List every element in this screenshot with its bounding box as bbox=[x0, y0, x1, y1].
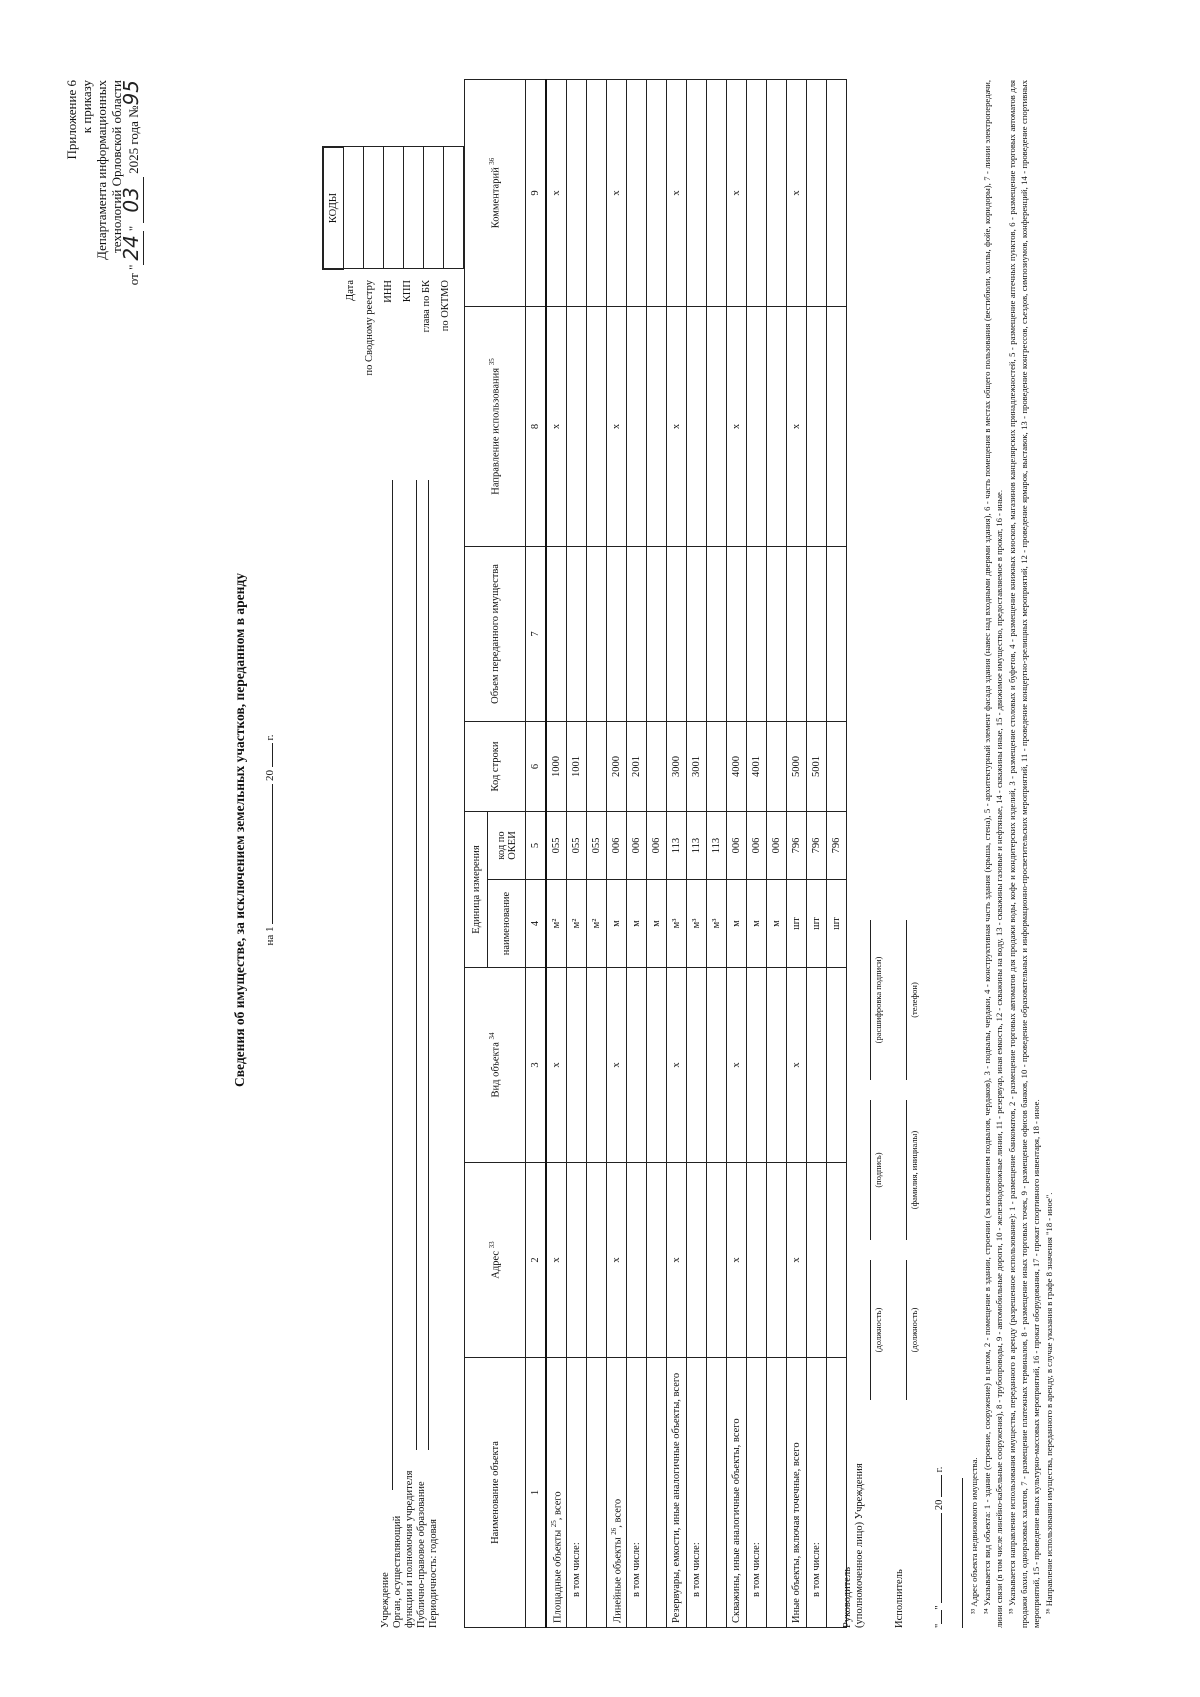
order-number-handwritten: 95 bbox=[119, 80, 143, 106]
address-cell[interactable]: x bbox=[727, 1163, 747, 1358]
header-address: Адрес $^{33}$ bbox=[465, 1163, 526, 1358]
codes-table bbox=[322, 146, 464, 270]
kind-cell[interactable] bbox=[807, 968, 827, 1163]
address-cell[interactable] bbox=[807, 1163, 827, 1358]
kind-cell[interactable] bbox=[627, 968, 647, 1163]
okei-code-cell: 006 bbox=[607, 811, 627, 879]
volume-cell[interactable] bbox=[727, 546, 747, 721]
okei-code-cell: 006 bbox=[627, 811, 647, 879]
row-code-cell: 5001 bbox=[807, 721, 827, 811]
direction-cell[interactable] bbox=[827, 306, 847, 546]
table-row bbox=[607, 79, 627, 1627]
okei-code-cell: 796 bbox=[807, 811, 827, 879]
code-cell-kpp[interactable] bbox=[404, 147, 424, 269]
document-title: Сведения об имуществе, за исключением земельных участков, переданном в аренду bbox=[232, 572, 247, 1088]
unit-name-cell: м² bbox=[587, 880, 607, 968]
okei-code-cell: 055 bbox=[587, 811, 607, 879]
comment-cell[interactable]: x bbox=[546, 79, 567, 306]
object-name: в том числе: bbox=[631, 1542, 642, 1597]
volume-cell[interactable] bbox=[667, 546, 687, 721]
okei-code-cell: 006 bbox=[767, 811, 787, 879]
address-cell[interactable] bbox=[567, 1163, 587, 1358]
address-cell[interactable] bbox=[827, 1163, 847, 1358]
row-code-cell: 2001 bbox=[627, 721, 647, 811]
object-name: Линейные объекты bbox=[612, 1537, 624, 1623]
header-unit-name: наименование bbox=[488, 880, 526, 968]
row-code-cell: 1001 bbox=[567, 721, 587, 811]
date-year: 2025 года bbox=[126, 121, 141, 174]
object-name: в том числе: bbox=[691, 1542, 702, 1597]
table-row bbox=[807, 79, 827, 1627]
address-cell[interactable] bbox=[647, 1163, 667, 1358]
row-code-cell bbox=[647, 721, 667, 811]
appendix-line-2: к приказу bbox=[79, 80, 94, 134]
appendix-line-4: технологий Орловской области bbox=[109, 80, 124, 253]
okei-code-cell: 055 bbox=[546, 811, 567, 879]
volume-cell[interactable] bbox=[607, 546, 627, 721]
executor-phone-line[interactable] bbox=[906, 920, 907, 1080]
unit-name-cell: м bbox=[627, 880, 647, 968]
head-decode-caption: (расшифровка подписи) bbox=[873, 956, 883, 1044]
object-name-cell[interactable] bbox=[546, 1358, 567, 1628]
head-position-caption: (должность) bbox=[873, 1307, 883, 1353]
head-label bbox=[842, 1408, 866, 1628]
volume-cell[interactable] bbox=[567, 546, 587, 721]
period-line bbox=[264, 590, 276, 1090]
code-cell-date[interactable] bbox=[344, 147, 364, 269]
kind-cell[interactable] bbox=[747, 968, 767, 1163]
direction-cell[interactable]: x bbox=[546, 306, 567, 546]
volume-cell[interactable] bbox=[627, 546, 647, 721]
object-name-cell[interactable] bbox=[727, 1358, 747, 1628]
column-number-3: 3 bbox=[526, 968, 547, 1163]
row-code-cell bbox=[707, 721, 727, 811]
address-cell[interactable] bbox=[587, 1163, 607, 1358]
direction-cell[interactable] bbox=[767, 306, 787, 546]
code-cell-oktmo[interactable] bbox=[444, 147, 464, 269]
period-year-prefix: 20 bbox=[264, 770, 276, 781]
direction-cell[interactable]: x bbox=[787, 306, 807, 546]
kind-cell[interactable]: x bbox=[546, 968, 567, 1163]
footnote-ref: 26 bbox=[609, 1527, 618, 1535]
kind-cell[interactable] bbox=[647, 968, 667, 1163]
row-code-cell: 5000 bbox=[787, 721, 807, 811]
header-kind: Вид объекта $^{34}$ bbox=[465, 968, 526, 1163]
row-code-cell: 4001 bbox=[747, 721, 767, 811]
object-name-cell[interactable] bbox=[667, 1358, 687, 1628]
appendix-line-1: Приложение 6 bbox=[64, 80, 79, 160]
object-name-cell[interactable] bbox=[607, 1358, 627, 1628]
unit-name-cell: м bbox=[747, 880, 767, 968]
direction-cell[interactable]: x bbox=[727, 306, 747, 546]
footnotes bbox=[968, 80, 1056, 1628]
unit-name-cell: м³ bbox=[687, 880, 707, 968]
unit-name-cell: м² bbox=[546, 880, 567, 968]
column-number-6: 6 bbox=[526, 721, 547, 811]
column-numbers-row bbox=[526, 79, 547, 1627]
code-label-kpp: КПП bbox=[402, 280, 413, 303]
table-row bbox=[747, 79, 767, 1627]
object-name: Резервуары, емкости, иные аналогичные объекты, всего bbox=[671, 1372, 682, 1623]
footnote-35: ³⁵ Указывается направление использования имущества, переданного в аренду (разрешенное использование): 1 - размещение банкоматов, 2 - размещение торговых автоматов для продажи воды, кофе и кондитерских изделий, 3 - размещение столовых и буфетов, 4 - размещение книжных киосков, магазинов канцелярских принадлежностей, 5 - размещение аптечных пунктов, 6 - размещение торговых автоматов для продажи бахил, одноразовых халатов, 7 - размещение платежных терминалов, 8 - размещение иных торговых точек, 9 - размещение офисов банков, 10 - проведение образовательных и информационно-просветительских мероприятий, 11 - проведение концертно-зрелищных мероприятий, 12 - проведение ярмарок, выставок, 13 - проведение конгрессов, съездов, симпозиумов, конференций, 14 - проведение спортивных мероприятий, 15 - проведение иных культурно-массовых мероприятий, 16 - прокат оборудования, 17 - прокат спортивного инвентаря, 18 - иное. bbox=[1007, 80, 1041, 1628]
code-label-bk: глава по БК bbox=[421, 280, 432, 333]
date-prefix: от " bbox=[126, 264, 141, 286]
footnote-33: ³³ Адрес объекта недвижимого имущества. bbox=[969, 1457, 979, 1614]
number-sign: № bbox=[126, 105, 141, 118]
code-cell-registry[interactable] bbox=[364, 147, 384, 269]
volume-cell[interactable] bbox=[807, 546, 827, 721]
period-suffix: г. bbox=[264, 734, 276, 741]
direction-cell[interactable] bbox=[627, 306, 647, 546]
okei-code-cell: 796 bbox=[827, 811, 847, 879]
row-code-cell bbox=[827, 721, 847, 811]
object-name-cell[interactable] bbox=[747, 1358, 767, 1628]
object-name-cell[interactable] bbox=[787, 1358, 807, 1628]
object-name-cell[interactable] bbox=[587, 1358, 607, 1628]
period-prefix: на 1 bbox=[264, 926, 276, 946]
unit-name-cell: шт bbox=[807, 880, 827, 968]
direction-cell[interactable] bbox=[747, 306, 767, 546]
footnote-ref: 25 bbox=[549, 1520, 558, 1528]
address-cell[interactable] bbox=[627, 1163, 647, 1358]
volume-cell[interactable] bbox=[827, 546, 847, 721]
head-signature-caption: (подпись) bbox=[873, 1152, 883, 1188]
address-cell[interactable]: x bbox=[607, 1163, 627, 1358]
comment-cell[interactable] bbox=[827, 79, 847, 306]
object-name-cell[interactable] bbox=[567, 1358, 587, 1628]
address-cell[interactable] bbox=[747, 1163, 767, 1358]
object-name-cell[interactable] bbox=[807, 1358, 827, 1628]
object-name: в том числе: bbox=[571, 1542, 582, 1597]
head-label-line-2: (уполномоченное лицо) Учреждения bbox=[854, 1463, 865, 1628]
org-labels bbox=[380, 1438, 440, 1628]
direction-cell[interactable] bbox=[647, 306, 667, 546]
comment-cell[interactable] bbox=[587, 79, 607, 306]
volume-cell[interactable] bbox=[647, 546, 667, 721]
address-cell[interactable] bbox=[707, 1163, 727, 1358]
address-cell[interactable]: x bbox=[787, 1163, 807, 1358]
executor-label: Исполнитель bbox=[894, 1569, 905, 1628]
comment-cell[interactable] bbox=[767, 79, 787, 306]
comment-cell[interactable] bbox=[647, 79, 667, 306]
row-code-cell: 3001 bbox=[687, 721, 707, 811]
footnote-34: ³⁴ Указывается вид объекта: 1 - здание (строение, сооружение) в целом, 2 - помещение в здании, строении (за исключением подвалов, чердаков), 3 - подвалы, чердаки, 4 - конструктивная часть здания (крыша, стена), 5 - архитектурный элемент фасада здания (навес над входными дверями здания), 6 - часть помещения в местах общего пользования (вестибюли, холлы, фойе, коридоры), 7 - линии электропередачи, линии связи (в том числе линейно-кабельные сооружения), 8 - трубопроводы, 9 - автомобильные дороги, 10 - железнодорожные линии, 11 - резервуар, иная емкость, 12 - скважины на воду, 13 - скважины газовые и нефтяные, 14 - скважины иные, 15 - движимое имущество, предоставляемое в прокат, 16 - иные. bbox=[982, 80, 1004, 1628]
table-row bbox=[546, 79, 567, 1627]
object-name: Иные объекты, включая точечные, всего bbox=[791, 1442, 802, 1623]
unit-name-cell: м bbox=[727, 880, 747, 968]
row-code-cell bbox=[767, 721, 787, 811]
comment-cell[interactable]: x bbox=[607, 79, 627, 306]
table-row bbox=[827, 79, 847, 1627]
table-row bbox=[647, 79, 667, 1627]
column-number-4: 4 bbox=[526, 880, 547, 968]
code-cell-bk[interactable] bbox=[424, 147, 444, 269]
code-label-inn: ИНН bbox=[383, 280, 394, 303]
volume-cell[interactable] bbox=[787, 546, 807, 721]
object-name-tail: , всего bbox=[612, 1498, 624, 1528]
table-row bbox=[667, 79, 687, 1627]
footnote-36: ³⁶ Направление использования имущества, переданного в аренду, в случае указания в графе 8 значения "18 - иное". bbox=[1044, 1192, 1054, 1614]
row-code-cell: 2000 bbox=[607, 721, 627, 811]
kind-cell[interactable] bbox=[707, 968, 727, 1163]
unit-name-cell: шт bbox=[787, 880, 807, 968]
okei-code-cell: 113 bbox=[707, 811, 727, 879]
kind-cell[interactable]: x bbox=[607, 968, 627, 1163]
volume-cell[interactable] bbox=[546, 546, 567, 721]
date-day-handwritten: 24 bbox=[119, 231, 144, 264]
object-name-cell[interactable] bbox=[767, 1358, 787, 1628]
kind-cell[interactable]: x bbox=[787, 968, 807, 1163]
volume-cell[interactable] bbox=[767, 546, 787, 721]
head-position-line[interactable] bbox=[870, 1260, 871, 1400]
object-name: Скважины, иные аналогичные объекты, всего bbox=[731, 1418, 742, 1623]
comment-cell[interactable] bbox=[707, 79, 727, 306]
table-row bbox=[707, 79, 727, 1627]
row-code-cell bbox=[587, 721, 607, 811]
code-cell-inn[interactable] bbox=[384, 147, 404, 269]
executor-position-line[interactable] bbox=[906, 1260, 907, 1400]
okei-code-cell: 055 bbox=[567, 811, 587, 879]
table-row bbox=[687, 79, 707, 1627]
column-number-7: 7 bbox=[526, 546, 547, 721]
address-cell[interactable] bbox=[767, 1163, 787, 1358]
org-label-institution: Учреждение bbox=[380, 1572, 391, 1628]
code-label-oktmo: по ОКТМО bbox=[440, 280, 451, 332]
row-code-cell: 1000 bbox=[546, 721, 567, 811]
direction-cell[interactable] bbox=[807, 306, 827, 546]
object-name-cell[interactable] bbox=[707, 1358, 727, 1628]
codes-header: КОДЫ bbox=[323, 147, 344, 269]
comment-cell[interactable] bbox=[567, 79, 587, 306]
comment-cell[interactable] bbox=[747, 79, 767, 306]
column-number-9: 9 bbox=[526, 79, 547, 306]
kind-cell[interactable] bbox=[767, 968, 787, 1163]
rotated-page bbox=[50, 70, 1130, 1650]
volume-cell[interactable] bbox=[687, 546, 707, 721]
address-cell[interactable]: x bbox=[667, 1163, 687, 1358]
okei-code-cell: 006 bbox=[747, 811, 767, 879]
appendix-block bbox=[64, 80, 141, 320]
table-row bbox=[567, 79, 587, 1627]
executor-position-caption: (должность) bbox=[909, 1307, 919, 1353]
table-row bbox=[587, 79, 607, 1627]
unit-name-cell: м² bbox=[567, 880, 587, 968]
kind-cell[interactable]: x bbox=[667, 968, 687, 1163]
unit-name-cell: м bbox=[647, 880, 667, 968]
date-mid: " bbox=[126, 222, 141, 232]
header-name: Наименование объекта bbox=[465, 1358, 526, 1628]
table-row bbox=[727, 79, 747, 1627]
column-number-5: 5 bbox=[526, 811, 547, 879]
appendix-line-3: Департамента информационных bbox=[94, 80, 109, 260]
institution-line[interactable] bbox=[392, 480, 393, 1490]
footnote-separator bbox=[962, 1478, 963, 1628]
table-row bbox=[627, 79, 647, 1627]
head-signature-line[interactable] bbox=[870, 1100, 871, 1240]
executor-phone-caption: (телефон) bbox=[909, 982, 919, 1018]
head-label-line-1: Руководитель bbox=[842, 1567, 853, 1628]
object-name-tail: , всего bbox=[552, 1491, 564, 1521]
row-code-cell: 4000 bbox=[727, 721, 747, 811]
comment-cell[interactable] bbox=[627, 79, 647, 306]
column-number-8: 8 bbox=[526, 306, 547, 546]
direction-cell[interactable]: x bbox=[607, 306, 627, 546]
column-number-1: 1 bbox=[526, 1358, 547, 1628]
kind-cell[interactable] bbox=[827, 968, 847, 1163]
code-label-registry: по Сводному реестру bbox=[364, 280, 375, 376]
volume-cell[interactable] bbox=[707, 546, 727, 721]
table-row bbox=[767, 79, 787, 1627]
comment-cell[interactable]: x bbox=[727, 79, 747, 306]
head-decode-line[interactable] bbox=[870, 920, 871, 1080]
object-name: в том числе: bbox=[751, 1542, 762, 1597]
org-label-founder: функции и полномочия учредителя bbox=[404, 1470, 415, 1628]
okei-code-cell: 006 bbox=[647, 811, 667, 879]
header-unit-code: код по ОКЕИ bbox=[488, 811, 526, 879]
header-comment: Комментарий $^{36}$ bbox=[465, 79, 526, 306]
row-code-cell: 3000 bbox=[667, 721, 687, 811]
table-row bbox=[787, 79, 807, 1627]
codes-labels bbox=[322, 280, 455, 470]
header-row-code: Код строки bbox=[465, 721, 526, 811]
object-name: Площадные объекты bbox=[552, 1529, 564, 1623]
comment-cell[interactable] bbox=[807, 79, 827, 306]
okei-code-cell: 113 bbox=[687, 811, 707, 879]
unit-name-cell: м³ bbox=[707, 880, 727, 968]
address-cell[interactable]: x bbox=[546, 1163, 567, 1358]
address-cell[interactable] bbox=[687, 1163, 707, 1358]
header-volume: Объем переданного имущества bbox=[465, 546, 526, 721]
okei-code-cell: 006 bbox=[727, 811, 747, 879]
comment-cell[interactable]: x bbox=[787, 79, 807, 306]
kind-cell[interactable]: x bbox=[727, 968, 747, 1163]
object-name-cell[interactable] bbox=[687, 1358, 707, 1628]
unit-name-cell: шт bbox=[827, 880, 847, 968]
kind-cell[interactable] bbox=[687, 968, 707, 1163]
unit-name-cell: м bbox=[767, 880, 787, 968]
executor-name-caption: (фамилия, инициалы) bbox=[909, 1130, 919, 1210]
okei-code-cell: 796 bbox=[787, 811, 807, 879]
appendix-date-line bbox=[119, 80, 143, 320]
okei-code-cell: 113 bbox=[667, 811, 687, 879]
direction-cell[interactable] bbox=[587, 306, 607, 546]
kind-cell[interactable] bbox=[587, 968, 607, 1163]
object-name-cell[interactable] bbox=[647, 1358, 667, 1628]
object-name-cell[interactable] bbox=[627, 1358, 647, 1628]
date-month-handwritten: 03 bbox=[119, 177, 144, 222]
volume-cell[interactable] bbox=[587, 546, 607, 721]
executor-name-line[interactable] bbox=[906, 1100, 907, 1240]
comment-cell[interactable] bbox=[687, 79, 707, 306]
org-label-public-entity: Публично-правовое образование bbox=[416, 1481, 427, 1628]
founder-line[interactable] bbox=[416, 480, 417, 1450]
column-number-2: 2 bbox=[526, 1163, 547, 1358]
direction-cell[interactable] bbox=[707, 306, 727, 546]
code-label-date: Дата bbox=[345, 280, 356, 301]
direction-cell[interactable]: x bbox=[667, 306, 687, 546]
property-table bbox=[464, 79, 847, 1628]
direction-cell[interactable] bbox=[687, 306, 707, 546]
unit-name-cell: м³ bbox=[667, 880, 687, 968]
object-name: в том числе: bbox=[811, 1542, 822, 1597]
org-label-body: Орган, осуществляющий bbox=[392, 1515, 403, 1628]
kind-cell[interactable] bbox=[567, 968, 587, 1163]
org-label-periodicity: Периодичность: годовая bbox=[428, 1519, 439, 1628]
unit-name-cell: м bbox=[607, 880, 627, 968]
volume-cell[interactable] bbox=[747, 546, 767, 721]
public-entity-line[interactable] bbox=[428, 480, 429, 1450]
header-unit: Единица измерения bbox=[465, 811, 488, 967]
direction-cell[interactable] bbox=[567, 306, 587, 546]
comment-cell[interactable]: x bbox=[667, 79, 687, 306]
sign-date: "" 20 г. bbox=[934, 1466, 945, 1628]
header-direction: Направление использования $^{35}$ bbox=[465, 306, 526, 546]
